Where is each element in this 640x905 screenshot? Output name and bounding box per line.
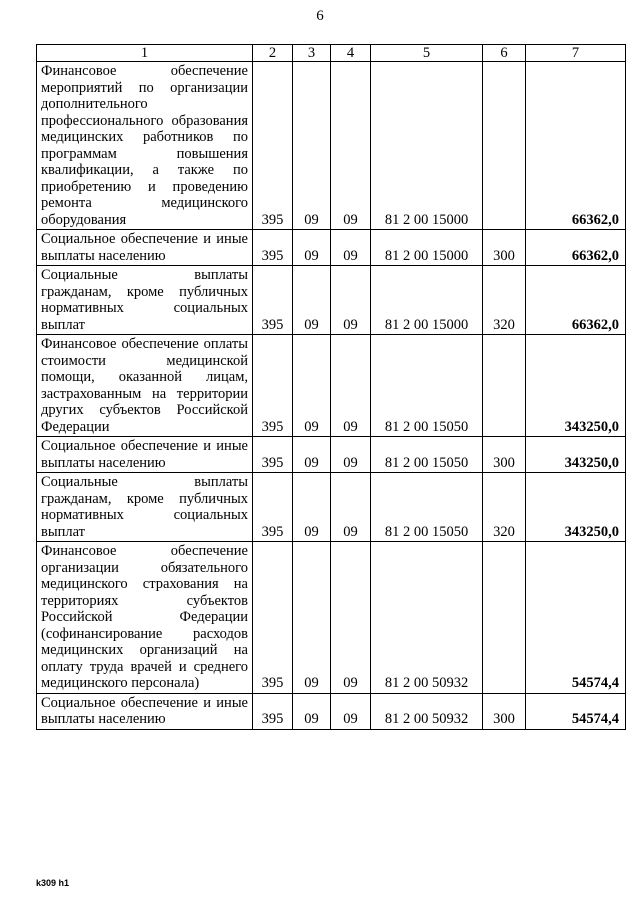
row-amount: 343250,0	[526, 335, 626, 437]
header-col-1: 1	[37, 45, 253, 62]
row-target-article: 81 2 00 15050	[371, 437, 483, 473]
row-expense-type: 300	[483, 693, 526, 729]
row-name: Социальное обеспечение и иные выплаты населению	[37, 437, 253, 473]
row-name: Социальные выплаты гражданам, кроме публичных нормативных социальных выплат	[37, 266, 253, 335]
header-row	[37, 45, 626, 62]
row-expense-type: 320	[483, 473, 526, 542]
row-amount: 66362,0	[526, 230, 626, 266]
row-amount: 54574,4	[526, 693, 626, 729]
header-col-5: 5	[371, 45, 483, 62]
row-section: 09	[293, 542, 331, 694]
row-amount: 343250,0	[526, 437, 626, 473]
row-target-article: 81 2 00 15050	[371, 473, 483, 542]
row-subsection: 09	[331, 473, 371, 542]
row-name: Социальное обеспечение и иные выплаты населению	[37, 693, 253, 729]
row-amount: 66362,0	[526, 62, 626, 230]
row-subsection: 09	[331, 62, 371, 230]
row-admin-code: 395	[253, 693, 293, 729]
row-admin-code: 395	[253, 542, 293, 694]
header-col-2: 2	[253, 45, 293, 62]
row-amount: 343250,0	[526, 473, 626, 542]
row-amount: 66362,0	[526, 266, 626, 335]
row-section: 09	[293, 437, 331, 473]
document-code: k309 h1	[36, 878, 70, 888]
row-section: 09	[293, 266, 331, 335]
table-row	[37, 542, 626, 694]
row-target-article: 81 2 00 50932	[371, 542, 483, 694]
table-row	[37, 335, 626, 437]
row-admin-code: 395	[253, 473, 293, 542]
row-subsection: 09	[331, 542, 371, 694]
table-row	[37, 437, 626, 473]
row-admin-code: 395	[253, 335, 293, 437]
row-admin-code: 395	[253, 437, 293, 473]
row-section: 09	[293, 693, 331, 729]
header-col-6: 6	[483, 45, 526, 62]
header-col-7: 7	[526, 45, 626, 62]
row-section: 09	[293, 62, 331, 230]
row-expense-type: 300	[483, 437, 526, 473]
table-row	[37, 473, 626, 542]
table-row	[37, 693, 626, 729]
row-target-article: 81 2 00 15000	[371, 266, 483, 335]
row-name: Социальное обеспечение и иные выплаты населению	[37, 230, 253, 266]
row-subsection: 09	[331, 437, 371, 473]
row-target-article: 81 2 00 50932	[371, 693, 483, 729]
row-admin-code: 395	[253, 230, 293, 266]
row-admin-code: 395	[253, 62, 293, 230]
row-subsection: 09	[331, 230, 371, 266]
row-section: 09	[293, 335, 331, 437]
row-subsection: 09	[331, 266, 371, 335]
row-section: 09	[293, 230, 331, 266]
row-target-article: 81 2 00 15000	[371, 62, 483, 230]
row-target-article: 81 2 00 15000	[371, 230, 483, 266]
row-expense-type	[483, 542, 526, 694]
row-expense-type	[483, 62, 526, 230]
row-target-article: 81 2 00 15050	[371, 335, 483, 437]
page-number: 6	[316, 8, 324, 24]
row-subsection: 09	[331, 693, 371, 729]
row-expense-type	[483, 335, 526, 437]
row-amount: 54574,4	[526, 542, 626, 694]
row-name: Финансовое обеспечение организации обязательного медицинского страхования на территориях субъектов Российской Федерации (софинансирование расходов медицинских организаций на оплату труда врачей и среднего медицинского персонала)	[37, 542, 253, 694]
table-row	[37, 230, 626, 266]
table-row	[37, 62, 626, 230]
row-admin-code: 395	[253, 266, 293, 335]
budget-table	[36, 44, 626, 730]
row-section: 09	[293, 473, 331, 542]
table-row	[37, 266, 626, 335]
row-name: Финансовое обеспечение оплаты стоимости медицинской помощи, оказанной лицам, застрахованным на территории других субъектов Российской Федерации	[37, 335, 253, 437]
row-expense-type: 300	[483, 230, 526, 266]
header-col-3: 3	[293, 45, 331, 62]
row-subsection: 09	[331, 335, 371, 437]
row-expense-type: 320	[483, 266, 526, 335]
row-name: Финансовое обеспечение мероприятий по организации дополнительного профессионального образования медицинских работников по программам повышения квалификации, а также по приобретению и проведению ремонта медицинского оборудования	[37, 62, 253, 230]
header-col-4: 4	[331, 45, 371, 62]
row-name: Социальные выплаты гражданам, кроме публичных нормативных социальных выплат	[37, 473, 253, 542]
